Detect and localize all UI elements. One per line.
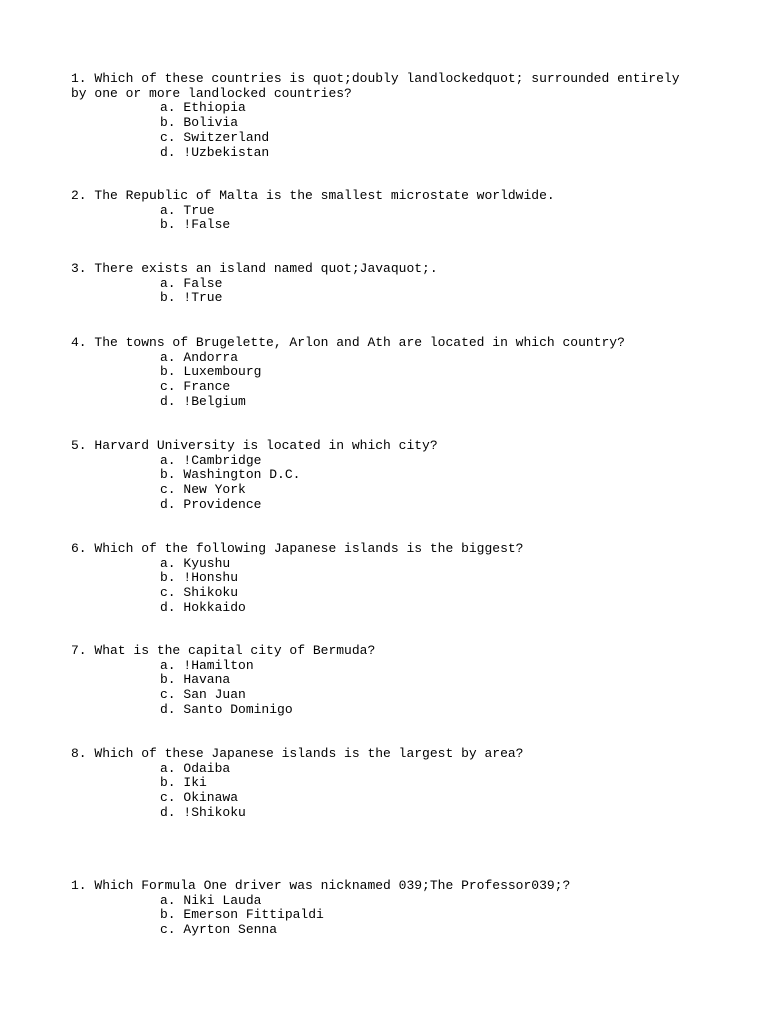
question-block xyxy=(71,262,701,306)
answer-option: b. Iki xyxy=(160,775,207,791)
question-text: 7. What is the capital city of Bermuda? xyxy=(71,643,376,658)
answer-option: a. !Cambridge xyxy=(160,452,262,468)
question-block xyxy=(71,747,701,821)
answer-option: b. !Honshu xyxy=(160,570,239,586)
answer-option: b. !False xyxy=(160,217,231,233)
question-block xyxy=(71,644,701,718)
answer-option: d. Hokkaido xyxy=(160,599,246,615)
answer-option: c. Shikoku xyxy=(160,585,239,601)
answer-option: c. Ayrton Senna xyxy=(160,922,278,938)
question-block xyxy=(71,439,701,513)
answer-options xyxy=(71,894,701,938)
answer-option: b. Bolivia xyxy=(160,115,239,131)
answer-options xyxy=(71,557,701,616)
answer-option: a. Ethiopia xyxy=(160,100,246,116)
question-text: 4. The towns of Brugelette, Arlon and Ath are located in which country? xyxy=(71,335,625,350)
answer-options xyxy=(71,204,701,233)
question-block xyxy=(71,189,701,233)
question-text: 1. Which Formula One driver was nicknamed 039;The Professor039;? xyxy=(71,878,571,893)
answer-option: d. Santo Dominigo xyxy=(160,701,293,717)
question-block xyxy=(71,336,701,410)
answer-option: c. New York xyxy=(160,482,246,498)
question-block xyxy=(71,542,701,616)
answer-options xyxy=(71,351,701,410)
answer-option: b. Emerson Fittipaldi xyxy=(160,907,324,923)
question-text: 2. The Republic of Malta is the smallest microstate worldwide. xyxy=(71,188,555,203)
answer-option: a. !Hamilton xyxy=(160,657,254,673)
answer-option: c. San Juan xyxy=(160,687,246,703)
answer-option: c. France xyxy=(160,379,231,395)
answer-option: c. Switzerland xyxy=(160,129,270,145)
answer-option: d. !Uzbekistan xyxy=(160,144,270,160)
answer-option: d. !Belgium xyxy=(160,393,246,409)
answer-option: b. Washington D.C. xyxy=(160,467,301,483)
question-text: 5. Harvard University is located in which city? xyxy=(71,438,438,453)
answer-options xyxy=(71,277,701,306)
answer-option: a. True xyxy=(160,202,215,218)
question-text: 3. There exists an island named quot;Javaquot;. xyxy=(71,261,438,276)
answer-option: b. Luxembourg xyxy=(160,364,262,380)
answer-options xyxy=(71,762,701,821)
answer-option: d. Providence xyxy=(160,496,262,512)
answer-option: a. Kyushu xyxy=(160,555,231,571)
question-text: 1. Which of these countries is quot;doubly landlockedquot; surrounded entirely by one or more landlocked countries? xyxy=(71,71,688,101)
question-block xyxy=(71,72,701,160)
answer-option: c. Okinawa xyxy=(160,790,239,806)
answer-option: a. Niki Lauda xyxy=(160,892,262,908)
answer-option: b. !True xyxy=(160,290,223,306)
answer-option: a. Andorra xyxy=(160,349,239,365)
answer-option: a. Odaiba xyxy=(160,760,231,776)
answer-option: a. False xyxy=(160,275,223,291)
answer-options xyxy=(71,454,701,513)
answer-option: d. !Shikoku xyxy=(160,804,246,820)
question-block xyxy=(71,879,701,938)
question-text: 8. Which of these Japanese islands is the largest by area? xyxy=(71,746,524,761)
answer-options xyxy=(71,659,701,718)
answer-option: b. Havana xyxy=(160,672,231,688)
question-text: 6. Which of the following Japanese islands is the biggest? xyxy=(71,541,524,556)
answer-options xyxy=(71,101,701,160)
